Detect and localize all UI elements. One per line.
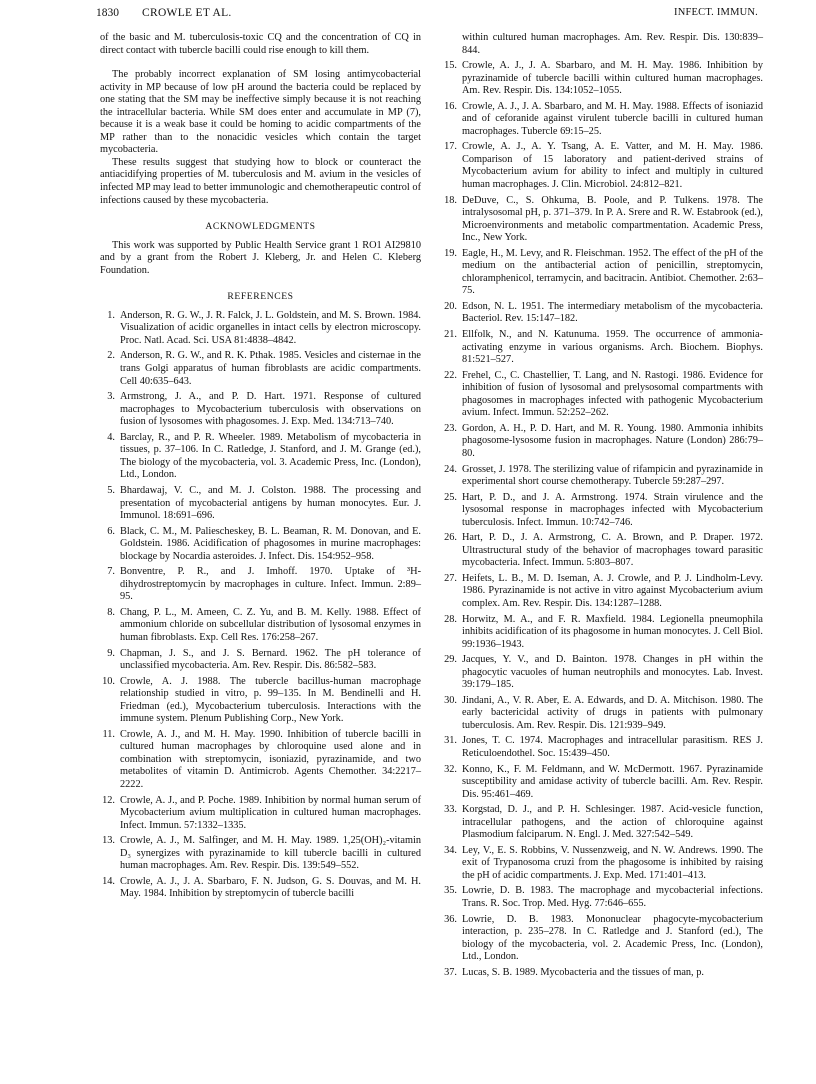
reference-item — [100, 432, 421, 482]
reference-text: Crowle, A. J., and M. H. May. 1990. Inhibition of tubercle bacilli in cultured human macrophages by chloroquine used alone and in combination with streptomycin, isoniazid, pyrazinamide, and two metabolites of vitamin D. Antimicrob. Agents Chemother. 34:2217–2222. — [120, 728, 421, 790]
reference-number: 24. — [444, 463, 457, 475]
body-paragraph: The probably incorrect explanation of SM losing antimycobacterial activity in MP because of low pH around the bacteria could be replaced by one stating that the SM may be ineffective simply because it is not reaching the intracellular bacteria. While SM does enter and accumulate in MP (7), because it is a weak base it could be homing to acidic compartments of the MP rather than to the nonacidic vesicles which contain the target mycobacteria. — [100, 69, 421, 156]
reference-number: 18. — [444, 194, 457, 206]
reference-item — [100, 835, 421, 873]
reference-text: Crowle, A. J., and P. Poche. 1989. Inhibition by normal human serum of Mycobacterium avium multiplication in cultured human macrophages. Infect. Immun. 57:1332–1335. — [120, 794, 421, 831]
reference-item — [442, 845, 763, 883]
reference-text: Jones, T. C. 1974. Macrophages and intracellular parasitism. RES J. Reticuloendothel. Soc. 15:439–450. — [462, 735, 763, 759]
reference-number: 14. — [102, 875, 115, 887]
reference-item — [442, 573, 763, 611]
reference-text: Anderson, R. G. W., J. R. Falck, J. L. Goldstein, and M. S. Brown. 1984. Visualization of acidic organelles in intact cells by electron microscopy. Proc. Natl. Acad. Sci. USA 81:4838–4842. — [120, 309, 421, 346]
acknowledgments-text: This work was supported by Public Health Service grant 1 RO1 AI29810 and by a grant from the Robert J. Kleberg, Jr. and Helen C. Kleberg Foundation. — [100, 239, 421, 276]
reference-number: 26. — [444, 532, 457, 544]
reference-number: 32. — [444, 763, 457, 775]
reference-item — [100, 795, 421, 833]
reference-number: 36. — [444, 913, 457, 925]
reference-text: Jacques, Y. V., and D. Bainton. 1978. Changes in pH within the phagocytic vacuoles of human neutrophils and monocytes. Lab. Invest. 39:179–185. — [462, 654, 763, 691]
reference-text: Korgstad, D. J., and P. H. Schlesinger. 1987. Acid-vesicle function, intracellular pathogens, and the action of chloroquine against Plasmodium falciparum. N. Engl. J. Med. 327:542–549. — [462, 804, 763, 841]
reference-number: 37. — [444, 966, 457, 978]
reference-text: Lucas, S. B. 1989. Mycobacteria and the tissues of man, p. — [462, 966, 704, 978]
reference-number: 22. — [444, 369, 457, 381]
reference-number: 33. — [444, 804, 457, 816]
reference-item — [442, 885, 763, 910]
reference-text: Lowrie, D. B. 1983. The macrophage and mycobacterial infections. Trans. R. Soc. Trop. Med. Hyg. 77:646–655. — [462, 885, 763, 909]
reference-number: 16. — [444, 100, 457, 112]
reference-number: 27. — [444, 572, 457, 584]
reference-number: 12. — [102, 794, 115, 806]
reference-number: 9. — [107, 647, 115, 659]
page-header — [96, 7, 758, 27]
reference-text: Crowle, A. J. 1988. The tubercle bacillus-human macrophage relationship studied in vitro, p. 99–135. In M. Bendinelli and H. Friedman (ed.), Mycobacterium tuberculosis. Interactions with the immune system. Plenum Publishing Corp., New York. — [120, 675, 421, 725]
reference-item — [100, 526, 421, 564]
reference-list-right — [442, 60, 763, 979]
reference-item — [100, 607, 421, 645]
reference-item — [100, 485, 421, 523]
reference-number: 3. — [107, 391, 115, 403]
reference-number: 34. — [444, 844, 457, 856]
left-column — [100, 32, 421, 904]
reference-text: Lowrie, D. B. 1983. Mononuclear phagocyte-mycobacterium interaction, p. 235–278. In C. Ratledge and J. Stanford (ed.), The biology of the mycobacteria, vol. 2. Academic Press, Inc. (London), Ltd., London. — [462, 913, 763, 963]
reference-item — [442, 764, 763, 802]
reference-text: Black, C. M., M. Paliescheskey, B. L. Beaman, R. M. Donovan, and E. Goldstein. 1986. Acidification of phagosomes in murine macrophages: blockage by Nocardia asteroides. J. Infect. Dis. 154:952–958. — [120, 525, 421, 562]
reference-item — [442, 804, 763, 842]
reference-text: Crowle, A. J., M. Salfinger, and M. H. May. 1989. 1,25(OH)₂-vitamin D₃ synergizes with pyrazinamide to kill tubercle bacilli in cultured human macrophages. Am. Rev. Respir. Dis. 139:549–552. — [120, 835, 421, 872]
reference-item — [442, 614, 763, 652]
reference-item — [442, 695, 763, 733]
reference-item — [442, 141, 763, 191]
reference-item — [442, 967, 763, 980]
reference-number: 6. — [107, 525, 115, 537]
reference-list-left — [100, 310, 421, 901]
reference-item — [442, 60, 763, 98]
reference-text: Hart, P. D., J. A. Armstrong, C. A. Brown, and P. Draper. 1972. Ultrastructural study of the behavior of macrophages toward parasitic mycobacteria. Infect. Immun. 5:803–807. — [462, 532, 763, 569]
reference-number: 4. — [107, 431, 115, 443]
acknowledgments-heading: ACKNOWLEDGMENTS — [205, 221, 316, 233]
reference-number: 17. — [444, 141, 457, 153]
reference-text: Bonventre, P. R., and J. Imhoff. 1970. Uptake of ³H-dihydrostreptomycin by macrophages in culture. Infect. Immun. 2:89–95. — [120, 566, 421, 603]
body-paragraph: These results suggest that studying how to block or counteract the antiacidifying properties of M. tuberculosis and M. avium in the vesicles of infected MP may lead to better immunologic and chemotherapeutic control of infections caused by these mycobacteria. — [100, 156, 421, 206]
reference-item — [100, 566, 421, 604]
reference-number: 29. — [444, 654, 457, 666]
reference-number: 1. — [107, 309, 115, 321]
reference-text: Jindani, A., V. R. Aber, E. A. Edwards, and D. A. Mitchison. 1980. The early bactericidal activity of drugs in patients with pulmonary tuberculosis. Am. Rev. Respir. Dis. 121:939–949. — [462, 694, 763, 731]
reference-item — [100, 648, 421, 673]
reference-text: Grosset, J. 1978. The sterilizing value of rifampicin and pyrazinamide in experimental short course chemotherapy. Tubercle 59:287–297. — [462, 463, 763, 488]
reference-number: 19. — [444, 247, 457, 259]
reference-item — [442, 654, 763, 692]
reference-text: Chapman, J. S., and J. S. Bernard. 1962. The pH tolerance of unclassified mycobacteria. Am. Rev. Respir. Dis. 86:582–583. — [120, 647, 421, 672]
reference-text: Edson, N. L. 1951. The intermediary metabolism of the mycobacteria. Bacteriol. Rev. 15:147–182. — [462, 300, 763, 325]
reference-text: Horwitz, M. A., and F. R. Maxfield. 1984. Legionella pneumophila inhibits acidification of its phagosome in human monocytes. J. Cell Biol. 99:1936–1943. — [462, 613, 763, 650]
reference-item — [442, 195, 763, 245]
reference-text: Armstrong, J. A., and P. D. Hart. 1971. Response of cultured macrophages to Mycobacterium tuberculosis with observations on fusion of lysosomes with phagosomes. J. Exp. Med. 134:713–740. — [120, 391, 421, 428]
reference-number: 10. — [102, 675, 115, 687]
reference-number: 28. — [444, 613, 457, 625]
reference-text: Barclay, R., and P. R. Wheeler. 1989. Metabolism of mycobacteria in tissues, p. 37–106. In C. Ratledge, J. Stanford, and J. M. Grange (ed.), The biology of the mycobacteria, vol. 3. Academic Press, Inc. (London), Ltd., London. — [120, 431, 421, 481]
reference-number: 13. — [102, 835, 115, 847]
reference-item — [100, 676, 421, 726]
reference-text: Crowle, A. J., J. A. Sbarbaro, and M. H. May. 1988. Effects of isoniazid and of ceforanide against virulent tubercle bacilli in cultured human macrophages. Tubercle 69:15–25. — [462, 100, 763, 137]
reference-number: 31. — [444, 735, 457, 747]
reference-text: Ellfolk, N., and N. Katunuma. 1959. The occurrence of ammonia-activating enzyme in various organisms. Arch. Biochem. Biophys. 81:521–527. — [462, 329, 763, 366]
reference-item — [100, 876, 421, 901]
reference-text: Konno, K., F. M. Feldmann, and W. McDermott. 1967. Pyrazinamide susceptibility and amidase activity of tubercle bacilli. Am. Rev. Respir. Dis. 95:461–469. — [462, 763, 763, 800]
reference-item — [442, 735, 763, 760]
reference-text: Crowle, A. J., A. Y. Tsang, A. E. Vatter, and M. H. May. 1986. Comparison of 15 laboratory and patient-derived strains of Mycobacterium avium for ability to infect and multiply in cultured human macrophages. J. Clin. Microbiol. 24:812–821. — [462, 141, 763, 191]
reference-continuation: within cultured human macrophages. Am. Rev. Respir. Dis. 130:839–844. — [462, 32, 763, 56]
reference-text: Crowle, A. J., J. A. Sbarbaro, and M. H. May. 1986. Inhibition by pyrazinamide of tubercle bacilli within cultured human macrophages. Am. Rev. Respir. Dis. 134:1052–1055. — [462, 60, 763, 97]
reference-item — [442, 423, 763, 461]
reference-number: 11. — [102, 728, 115, 740]
reference-text: Ley, V., E. S. Robbins, V. Nussenzweig, and N. W. Andrews. 1990. The exit of Trypanosoma cruzi from the phagosome is inhibited by raising the pH of acidic compartments. J. Exp. Med. 171:401–413. — [462, 844, 763, 881]
reference-text: Chang, P. L., M. Ameen, C. Z. Yu, and B. M. Kelly. 1988. Effect of ammonium chloride on subcellular distribution of lysosomal enzymes in human fibroblasts. Exp. Cell Res. 176:258–267. — [120, 606, 421, 643]
reference-item — [100, 350, 421, 388]
page-number: 1830 — [96, 7, 119, 19]
reference-text: Crowle, A. J., J. A. Sbarbaro, F. N. Judson, G. S. Douvas, and M. H. May. 1984. Inhibition by streptomycin of tubercle bacilli — [120, 875, 421, 900]
reference-item — [442, 914, 763, 964]
reference-item — [100, 310, 421, 348]
reference-number: 7. — [107, 566, 115, 578]
reference-number: 20. — [444, 300, 457, 312]
reference-item — [442, 248, 763, 298]
reference-text: Bhardawaj, V. C., and M. J. Colston. 1988. The processing and presentation of mycobacterial antigens by human monocytes. Eur. J. Immunol. 18:691–696. — [120, 484, 421, 522]
running-head-authors: CROWLE ET AL. — [142, 7, 232, 19]
reference-number: 30. — [444, 694, 457, 706]
reference-item — [100, 729, 421, 792]
body-paragraph: of the basic and M. tuberculosis-toxic CQ and the concentration of CQ in direct contact with tubercle bacilli could rise enough to kill them. — [100, 32, 421, 56]
reference-text: Anderson, R. G. W., and R. K. Pthak. 1985. Vesicles and cisternae in the trans Golgi apparatus of human fibroblasts are acidic compartments. Cell 40:635–643. — [120, 350, 421, 387]
right-column — [442, 32, 763, 982]
reference-item — [442, 492, 763, 530]
reference-item — [442, 370, 763, 420]
reference-item — [442, 101, 763, 139]
reference-number: 21. — [444, 329, 457, 341]
reference-item — [442, 532, 763, 570]
reference-text: Frehel, C., C. Chastellier, T. Lang, and N. Rastogi. 1986. Evidence for inhibition of fusion of lysosomal and prelysosomal compartments with phagosomes in macrophages infected with pathogenic Mycobacterium avium. Infect. Immun. 52:252–262. — [462, 369, 763, 419]
reference-number: 2. — [107, 350, 115, 362]
running-head-journal: INFECT. IMMUN. — [674, 7, 758, 18]
reference-item — [442, 464, 763, 489]
reference-number: 25. — [444, 491, 457, 503]
reference-number: 23. — [444, 422, 457, 434]
references-heading: REFERENCES — [227, 291, 294, 303]
reference-item — [100, 391, 421, 429]
reference-number: 35. — [444, 885, 457, 897]
reference-number: 5. — [107, 484, 115, 496]
reference-item — [442, 301, 763, 326]
reference-text: Heifets, L. B., M. D. Iseman, A. J. Crowle, and P. J. Lindholm-Levy. 1986. Pyrazinamide is not active in vitro against Mycobacterium avium complex. Am. Rev. Respir. Dis. 134:1287–1288. — [462, 572, 763, 609]
reference-text: Hart, P. D., and J. A. Armstrong. 1974. Strain virulence and the lysosomal response in macrophages infected with Mycobacterium tuberculosis. Infect. Immun. 10:742–746. — [462, 491, 763, 528]
reference-number: 15. — [444, 60, 457, 72]
reference-text: DeDuve, C., S. Ohkuma, B. Poole, and P. Tulkens. 1978. The intralysosomal pH, p. 371–379. In P. A. Srere and R. W. Estabrook (ed.), Microenvironments and metabolic compartmentation. Academic Press, Inc., New York. — [462, 194, 763, 244]
reference-text: Eagle, H., M. Levy, and R. Fleischman. 1952. The effect of the pH of the medium on the antibacterial action of penicillin, streptomycin, chloramphenicol, terramycin, and bacitracin. Antibiot. Chemother. 2:63–75. — [462, 247, 763, 297]
reference-text: Gordon, A. H., P. D. Hart, and M. R. Young. 1980. Ammonia inhibits phagosome-lysosome fusion in macrophages. Nature (London) 286:79–80. — [462, 422, 763, 459]
reference-item — [442, 329, 763, 367]
reference-number: 8. — [107, 606, 115, 618]
